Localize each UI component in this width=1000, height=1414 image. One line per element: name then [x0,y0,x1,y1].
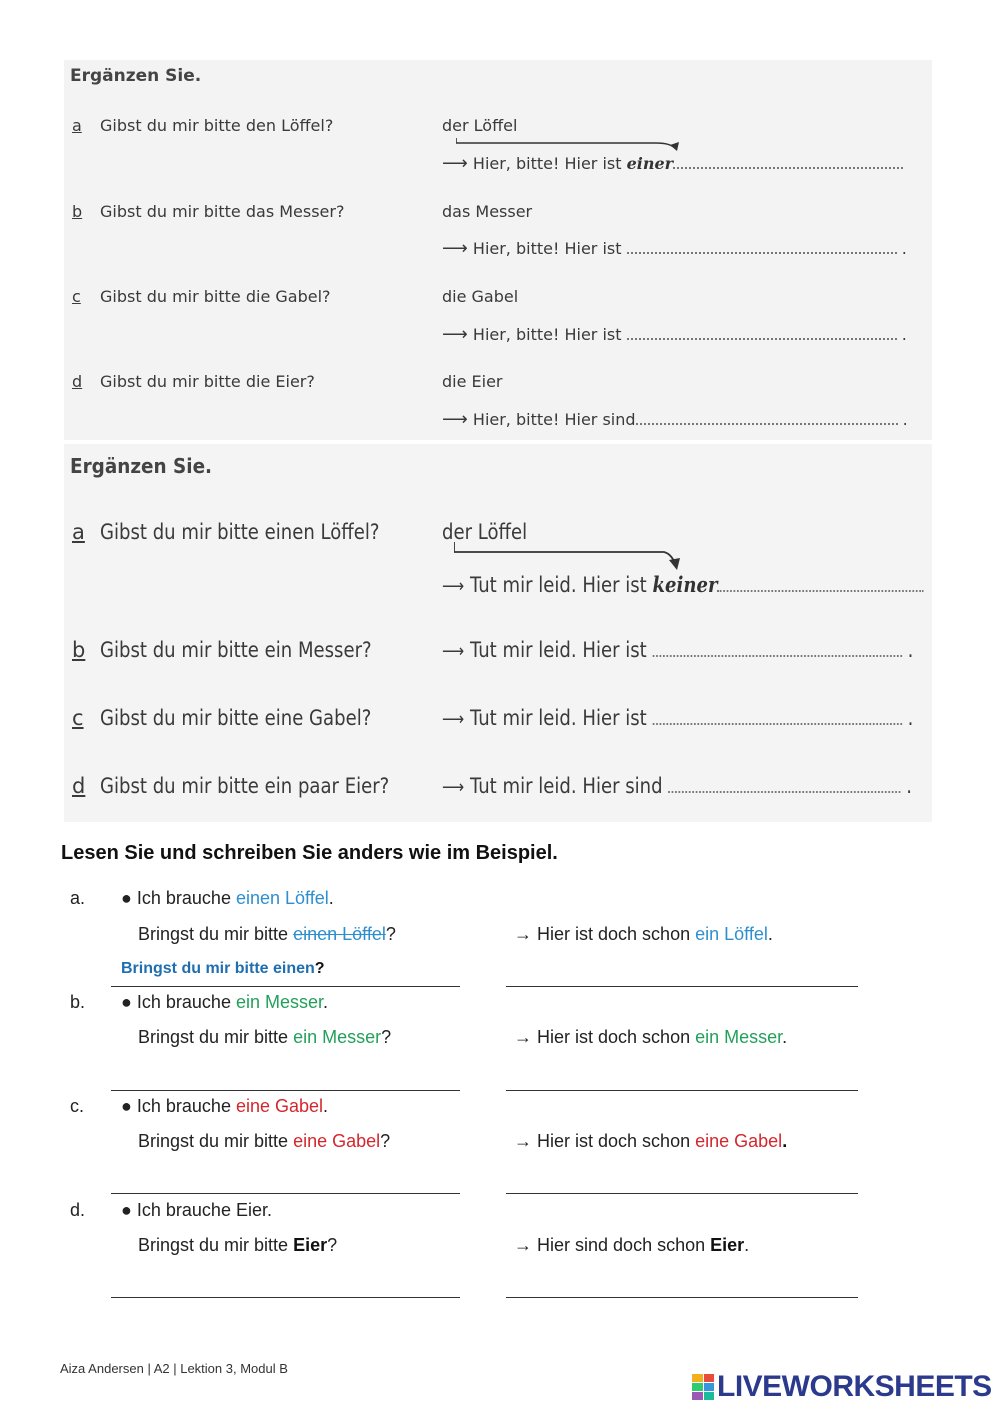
bullet-icon: ● [121,888,132,908]
answer-line-left[interactable] [111,986,460,987]
answer-line-right[interactable] [506,986,858,987]
scan1-article: die Gabel [442,287,519,306]
item-label: d. [70,1200,86,1220]
answer-blank[interactable] [636,413,898,425]
scan1-article: die Eier [442,372,503,391]
scan1-question: Gibst du mir bitte die Gabel? [100,287,331,306]
scan1-letter: a [72,116,82,135]
item-response: → Hier sind doch schon Eier. [514,1235,750,1255]
handwritten-answer: keiner [652,572,718,597]
scan1-question: Gibst du mir bitte den Löffel? [100,116,334,135]
item-line-1: ● Ich brauche ein Messer. [121,992,329,1012]
footer-credit: Aiza Andersen | A2 | Lektion 3, Modul B [60,1361,288,1376]
answer-prefix: Tut mir leid. Hier ist [469,638,647,662]
arrow-right-icon: → [514,1235,532,1255]
answer-prefix: Hier, bitte! Hier ist [472,325,622,344]
answer-prefix: Tut mir leid. Hier ist [469,573,647,597]
scan1-letter: d [72,372,83,391]
scan1-letter: c [72,287,81,306]
example-arrow-icon [456,133,696,155]
arrow-right-icon: ⟶ [442,153,468,174]
arrow-right-icon: ⟶ [442,576,465,597]
handwritten-answer: einer [626,154,674,173]
arrow-right-icon: → [514,924,532,944]
answer-prefix: Tut mir leid. Hier ist [469,706,647,730]
scan2-article: der Löffel [442,520,528,544]
scan2-question: Gibst du mir bitte ein Messer? [100,638,372,662]
liveworksheets-logo [692,1372,992,1402]
bullet-icon: ● [121,992,132,1012]
item-line-1: ● Ich brauche Eier. [121,1200,272,1220]
exercise-scan-1: Ergänzen Sie. a Gibst du mir bitte den Löffel? der Löffel ⟶ Hier, bitte! Hier ist einer b Gibst du mir bitte das Messer? das Messer ⟶ Hier, bitte! Hier ist . c Gibst du mir bitte die Gabel? die Gabel ⟶ Hier, bitte! Hier ist . d Gibst du mir bitte die Eier? die Eier ⟶ Hier, bitte! Hier sind . [64,60,932,440]
answer-line-right[interactable] [506,1297,858,1298]
answer-blank[interactable] [653,713,902,725]
item-question: Bringst du mir bitte einen Löffel? [138,924,396,944]
item-response: → Hier ist doch schon eine Gabel. [514,1131,788,1151]
bullet-icon: ● [121,1096,132,1116]
arrow-right-icon: ⟶ [442,709,465,730]
answer-prefix: Tut mir leid. Hier sind [469,774,663,798]
arrow-right-icon: ⟶ [442,641,465,662]
item-response: → Hier ist doch schon ein Löffel. [514,924,773,944]
item-label: a. [70,888,86,908]
arrow-right-icon: → [514,1027,532,1047]
answer-blank[interactable] [653,645,902,657]
liveworksheets-icon [692,1374,714,1400]
item-line-1: ● Ich brauche einen Löffel. [121,888,334,908]
item-question: Bringst du mir bitte eine Gabel? [138,1131,391,1151]
answer-blank [718,580,924,592]
answer-blank [673,157,903,169]
answer-line-left[interactable] [111,1090,460,1091]
arrow-right-icon: ⟶ [442,238,468,259]
scan1-article: der Löffel [442,116,518,135]
struck-noun: einen Löffel [293,924,386,944]
exercise-3-title: Lesen Sie und schreiben Sie anders wie im Beispiel. [61,842,558,864]
item-label: c. [70,1096,85,1116]
scan2-question: Gibst du mir bitte einen Löffel? [100,520,380,544]
brand-text: LIVEWORKSHEETS [717,1370,992,1403]
bullet-icon: ● [121,1200,132,1220]
scan2-letter: d [72,774,86,798]
answer-prefix: Hier, bitte! Hier sind [472,410,636,429]
arrow-right-icon: ⟶ [442,324,468,345]
scan1-question: Gibst du mir bitte die Eier? [100,372,315,391]
answer-line-right[interactable] [506,1193,858,1194]
answer-blank[interactable] [627,328,897,340]
scan1-letter: b [72,202,83,221]
scan1-question: Gibst du mir bitte das Messer? [100,202,345,221]
exercise-scan-2: Ergänzen Sie. a Gibst du mir bitte einen Löffel? der Löffel ⟶ Tut mir leid. Hier ist keiner b Gibst du mir bitte ein Messer? ⟶ Tut mir leid. Hier ist . c Gibst du mir bitte eine Gabel? ⟶ Tut mir leid. Hier ist . d Gibst du mir bitte ein paar Eier? ⟶ Tut mir leid. Hier sind . [64,444,932,822]
arrow-right-icon: ⟶ [442,777,465,798]
item-label: b. [70,992,86,1012]
answer-line-left[interactable] [111,1193,460,1194]
answer-prefix: Hier, bitte! Hier ist [472,239,622,258]
answer-line-right[interactable] [506,1090,858,1091]
answer-line-left[interactable] [111,1297,460,1298]
arrow-right-icon: ⟶ [442,409,468,430]
scan2-title: Ergänzen Sie. [70,454,213,478]
arrow-right-icon: → [514,1131,532,1151]
example-arrow-icon [454,540,694,574]
scan1-title: Ergänzen Sie. [70,66,202,86]
scan2-letter: c [72,706,84,730]
answer-blank[interactable] [627,242,897,254]
example-answer: Bringst du mir bitte einen? [121,960,325,977]
scan2-question: Gibst du mir bitte eine Gabel? [100,706,372,730]
scan2-question: Gibst du mir bitte ein paar Eier? [100,774,390,798]
item-question: Bringst du mir bitte ein Messer? [138,1027,392,1047]
item-response: → Hier ist doch schon ein Messer. [514,1027,788,1047]
scan1-article: das Messer [442,202,533,221]
item-line-1: ● Ich brauche eine Gabel. [121,1096,329,1116]
item-question: Bringst du mir bitte Eier? [138,1235,338,1255]
scan2-letter: b [72,638,86,662]
scan2-letter: a [72,520,85,544]
answer-blank[interactable] [668,781,900,793]
answer-prefix: Hier, bitte! Hier ist [472,154,622,173]
